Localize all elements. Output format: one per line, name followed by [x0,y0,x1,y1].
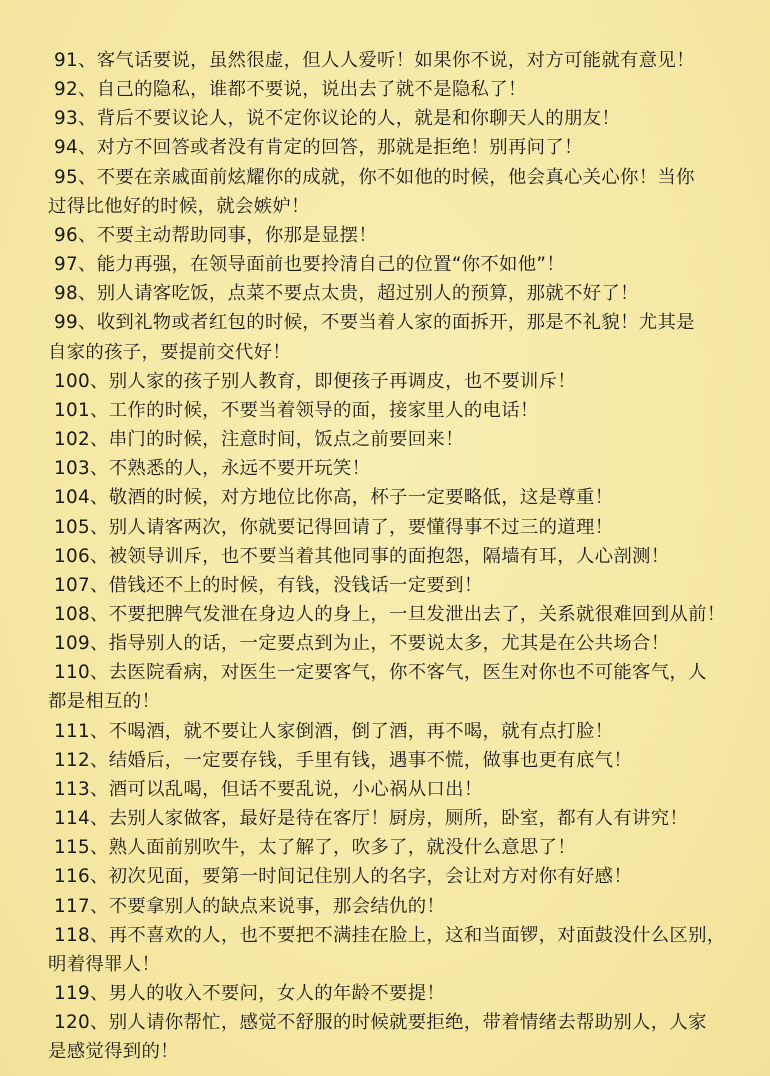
list-item [54,483,734,512]
list-item-text: 100、别人家的孩子别人教育，即便孩子再调皮，也不要训斥！ [54,370,576,392]
list-item-text: 110、去医院看病，对医生一定要客气，你不客气，医生对你也不可能客气，人 [54,662,707,684]
list-item [54,279,734,308]
list-item-text: 95、不要在亲戚面前炫耀你的成就，你不如他的时候，他会真心关心你！当你 [54,166,695,188]
list-item-text: 106、被领导训斥，也不要当着其他同事的面抱怨，隔墙有耳，人心剖测！ [54,545,670,567]
list-item-text: 104、敬酒的时候，对方地位比你高，杯子一定要略低，这是尊重！ [54,487,614,509]
list-item [48,658,734,716]
list-item [54,862,734,891]
list-item [54,804,734,833]
list-item [54,542,734,571]
list-item-continuation: 过得比他好的时候，就会嫉妒！ [48,195,310,217]
list-item-text: 92、自己的隐私，谁都不要说，说出去了就不是隐私了！ [54,79,527,101]
list-item-text: 115、熟人面前别吹牛，太了解了，吹多了，就没什么意思了！ [54,837,576,859]
list-item [54,221,734,250]
list-item-text: 103、不熟悉的人，永远不要开玩笑！ [54,458,371,480]
list-item-continuation: 是感觉得到的！ [48,1041,179,1063]
list-item [54,367,734,396]
list-item-text: 97、能力再强，在领导面前也要拎清自己的位置“你不如他”！ [54,254,565,276]
list-item [54,133,734,162]
list-item-text: 120、别人请你帮忙，感觉不舒服的时候就要拒绝，带着情绪去帮助别人，人家 [54,1012,707,1034]
list-item [54,833,734,862]
list-item [54,775,734,804]
list-item [48,308,734,366]
list-item-text: 111、不喝酒，就不要让人家倒酒，倒了酒，再不喝，就有点打脸！ [54,720,614,742]
list-item [54,46,734,75]
list-item [54,454,734,483]
list-item [54,629,734,658]
list-item [54,979,734,1008]
list-item-text: 113、酒可以乱喝，但话不要乱说，小心祸从口出！ [54,778,483,800]
list-item-text: 118、再不喜欢的人，也不要把不满挂在脸上，这和当面锣，对面鼓没什么区别， [54,924,726,946]
list-item-continuation: 自家的孩子，要提前交代好！ [48,341,291,363]
list-item [48,1008,734,1066]
list-item-text: 109、指导别人的话，一定要点到为止，不要说太多，尤其是在公共场合！ [54,633,670,655]
list-item-text: 114、去别人家做客，最好是待在客厅！厨房，厕所，卧室，都有人有讲究！ [54,808,689,830]
list-item [54,250,734,279]
list-item [54,717,734,746]
list-item-text: 96、不要主动帮助同事，你那是显摆！ [54,224,378,246]
list-item-text: 112、结婚后，一定要存钱，手里有钱，遇事不慌，做事也更有底气！ [54,749,633,771]
list-item [54,892,734,921]
list-item [48,163,734,221]
list-item [54,746,734,775]
list-item [54,104,734,133]
list-item [54,513,734,542]
list-item-text: 94、对方不回答或者没有肯定的回答，那就是拒绝！别再问了！ [54,137,583,159]
list-item-text: 93、背后不要议论人，说不定你议论的人，就是和你聊天人的朋友！ [54,108,621,130]
list-item-text: 98、别人请客吃饭，点菜不要点太贵，超过别人的预算，那就不好了！ [54,283,639,305]
list-item [54,571,734,600]
list-item-text: 107、借钱还不上的时候，有钱，没钱话一定要到！ [54,574,483,596]
list-item [54,75,734,104]
list-item-text: 117、不要拿别人的缺点来说事，那会结仇的！ [54,895,446,917]
list-item-text: 101、工作的时候，不要当着领导的面，接家里人的电话！ [54,399,539,421]
list-item-text: 105、别人请客两次，你就要记得回请了，要懂得事不过三的道理！ [54,516,614,538]
list-item-continuation: 都是相互的！ [48,691,161,713]
list-item [54,600,734,629]
list-item-text: 99、收到礼物或者红包的时候，不要当着人家的面拆开，那是不礼貌！尤其是 [54,312,695,334]
list-item-text: 116、初次见面，要第一时间记住别人的名字，会让对方对你有好感！ [54,866,633,888]
list-item-text: 119、男人的收入不要问，女人的年龄不要提！ [54,983,446,1004]
list-item [54,396,734,425]
list-item [48,921,734,979]
list-item-text: 102、串门的时候，注意时间，饭点之前要回来！ [54,429,464,451]
list-item-continuation: 明着得罪人！ [48,953,161,975]
list-item [54,425,734,454]
list-item-text: 91、客气话要说，虽然很虚，但人人爱听！如果你不说，对方可能就有意见！ [54,50,695,71]
list-item-text: 108、不要把脾气发泄在身边人的身上，一旦发泄出去了，关系就很难回到从前！ [54,603,726,625]
